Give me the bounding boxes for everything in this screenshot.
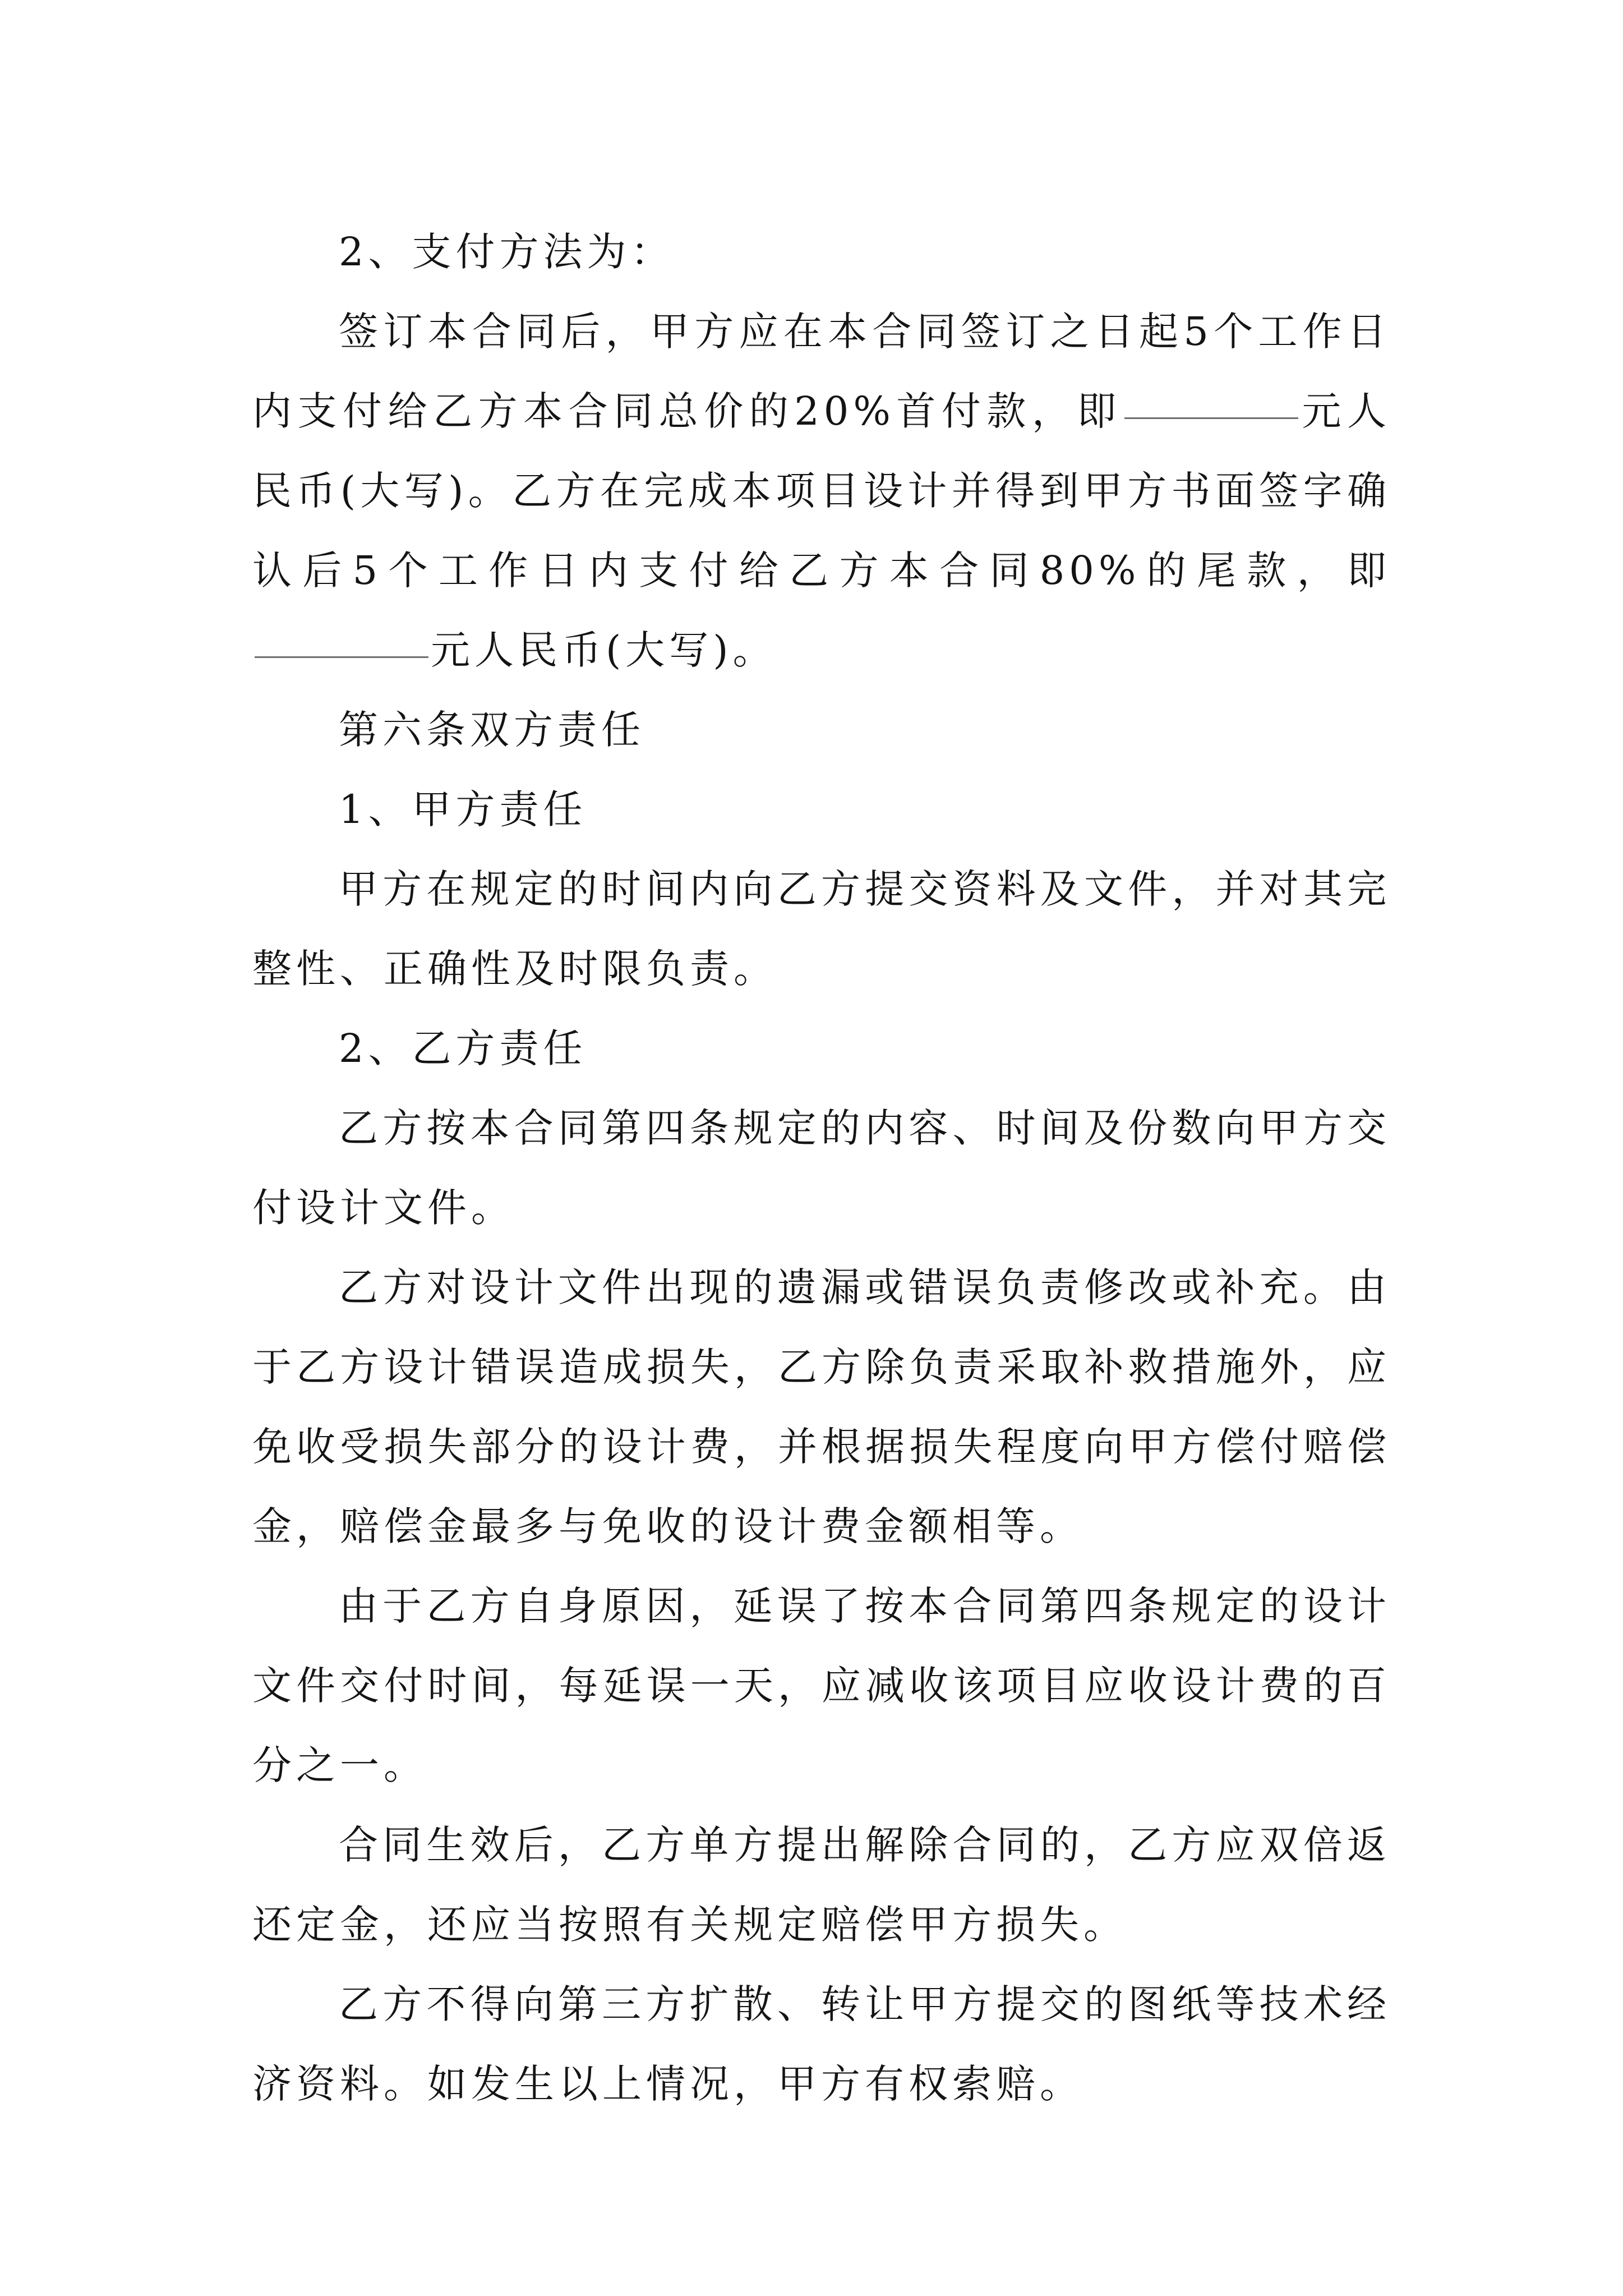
payment-terms-text-2: 元人民币(大写)。乙方在完成本项目设计并得到甲方书面签字确认后5个工作日内支付给乙方本合同80%的尾款，即	[252, 388, 1391, 593]
payment-terms-paragraph	[252, 292, 1391, 690]
article-six-heading: 第六条双方责任	[339, 707, 645, 753]
party-b-delay-paragraph: 由于乙方自身原因，延误了按本合同第四条规定的设计文件交付时间，每延误一天，应减收该项目应收设计费的百分之一。	[252, 1583, 1391, 1788]
party-b-responsibility-heading: 2、乙方责任	[339, 1025, 587, 1071]
first-payment-amount-blank	[1124, 417, 1298, 419]
party-a-responsibility-paragraph: 甲方在规定的时间内向乙方提交资料及文件，并对其完整性、正确性及时限负责。	[252, 866, 1391, 992]
confidentiality-paragraph: 乙方不得向第三方扩散、转让甲方提交的图纸等技术经济资料。如发生以上情况，甲方有权索赔。	[252, 1981, 1391, 2107]
contract-termination-paragraph: 合同生效后，乙方单方提出解除合同的，乙方应双倍返还定金，还应当按照有关规定赔偿甲方损失。	[252, 1822, 1391, 1948]
document-page	[252, 212, 1391, 2124]
party-a-responsibility-heading: 1、甲方责任	[339, 786, 587, 832]
party-b-error-paragraph: 乙方对设计文件出现的遗漏或错误负责修改或补充。由于乙方设计错误造成损失，乙方除负责采取补救措施外，应免收受损失部分的设计费，并根据损失程度向甲方偿付赔偿金，赔偿金最多与免收的设计费金额相等。	[252, 1264, 1391, 1549]
payment-terms-text-3: 元人民币(大写)。	[431, 627, 777, 673]
party-b-delivery-paragraph: 乙方按本合同第四条规定的内容、时间及份数向甲方交付设计文件。	[252, 1105, 1391, 1231]
final-payment-amount-blank	[255, 656, 428, 658]
payment-method-heading: 2、支付方法为：	[339, 229, 675, 275]
payment-terms-text-1: 签订本合同后，甲方应在本合同签订之日起5个工作日内支付给乙方本合同总价的20%首付款，即	[252, 309, 1391, 434]
